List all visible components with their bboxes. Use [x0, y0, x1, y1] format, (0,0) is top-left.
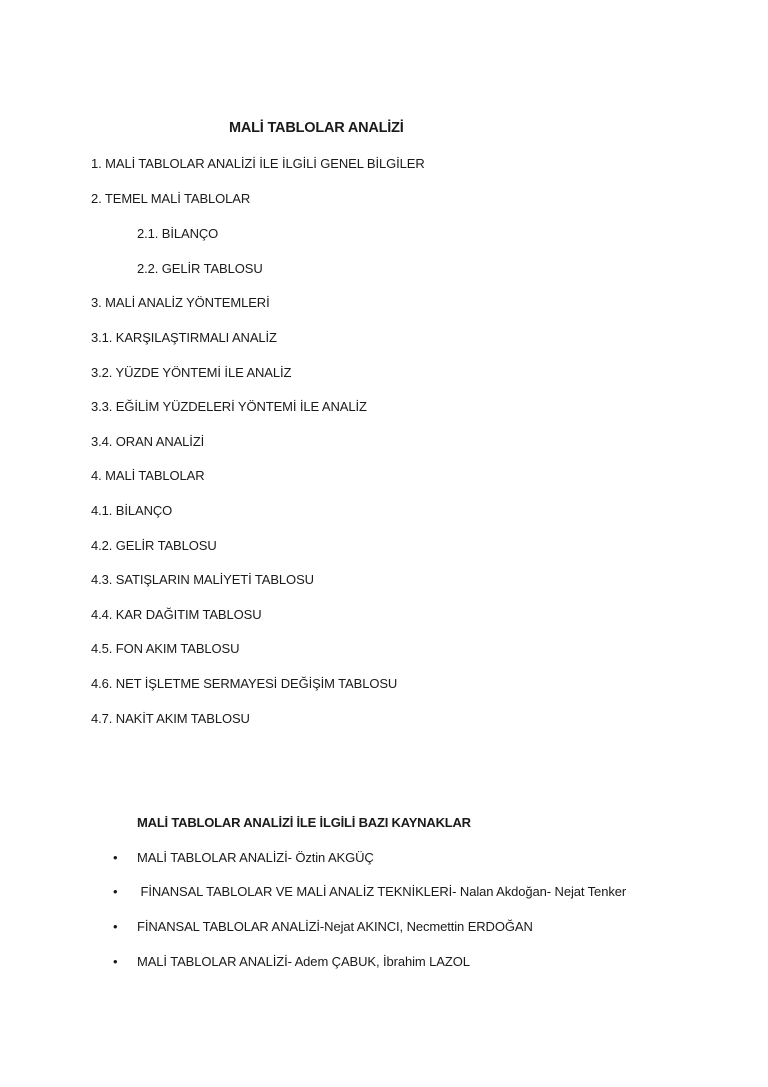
reference-text: FİNANSAL TABLOLAR ANALİZİ-Nejat AKINCI, Necmettin ERDOĞAN: [137, 919, 533, 934]
reference-list-item: [113, 954, 470, 969]
toc-item: 3.4. ORAN ANALİZİ: [91, 434, 205, 449]
reference-list-item: [113, 884, 626, 899]
bullet-icon: •: [113, 850, 118, 865]
reference-text: MALİ TABLOLAR ANALİZİ- Öztin AKGÜÇ: [137, 850, 374, 865]
toc-item: 1. MALİ TABLOLAR ANALİZİ İLE İLGİLİ GENEL BİLGİLER: [91, 156, 425, 171]
toc-item: 3. MALİ ANALİZ YÖNTEMLERİ: [91, 295, 270, 310]
toc-item: 4.7. NAKİT AKIM TABLOSU: [91, 711, 250, 726]
toc-item: 4.1. BİLANÇO: [91, 503, 173, 518]
reference-list-item: [113, 919, 533, 934]
toc-item: 4.5. FON AKIM TABLOSU: [91, 641, 240, 656]
toc-item: 2.1. BİLANÇO: [137, 226, 219, 241]
reference-text: FİNANSAL TABLOLAR VE MALİ ANALİZ TEKNİKLERİ- Nalan Akdoğan- Nejat Tenker: [137, 884, 627, 899]
toc-item: 3.3. EĞİLİM YÜZDELERİ YÖNTEMİ İLE ANALİZ: [91, 399, 367, 414]
toc-item: 2.2. GELİR TABLOSU: [137, 261, 263, 276]
reference-list-item: [113, 850, 374, 865]
toc-item: 4.3. SATIŞLARIN MALİYETİ TABLOSU: [91, 572, 314, 587]
toc-item: 4. MALİ TABLOLAR: [91, 468, 205, 483]
toc-item: 4.4. KAR DAĞITIM TABLOSU: [91, 607, 262, 622]
toc-item: 4.2. GELİR TABLOSU: [91, 538, 217, 553]
toc-item: 2. TEMEL MALİ TABLOLAR: [91, 191, 251, 206]
reference-text: MALİ TABLOLAR ANALİZİ- Adem ÇABUK, İbrahim LAZOL: [137, 954, 470, 969]
toc-item: 4.6. NET İŞLETME SERMAYESİ DEĞİŞİM TABLOSU: [91, 676, 398, 691]
toc-item: 3.2. YÜZDE YÖNTEMİ İLE ANALİZ: [91, 365, 292, 380]
bullet-icon: •: [113, 884, 118, 899]
references-heading: MALİ TABLOLAR ANALİZİ İLE İLGİLİ BAZI KAYNAKLAR: [137, 815, 471, 830]
bullet-icon: •: [113, 954, 118, 969]
document-title: MALİ TABLOLAR ANALİZİ: [229, 120, 404, 136]
toc-item: 3.1. KARŞILAŞTIRMALI ANALİZ: [91, 330, 277, 345]
bullet-icon: •: [113, 919, 118, 934]
